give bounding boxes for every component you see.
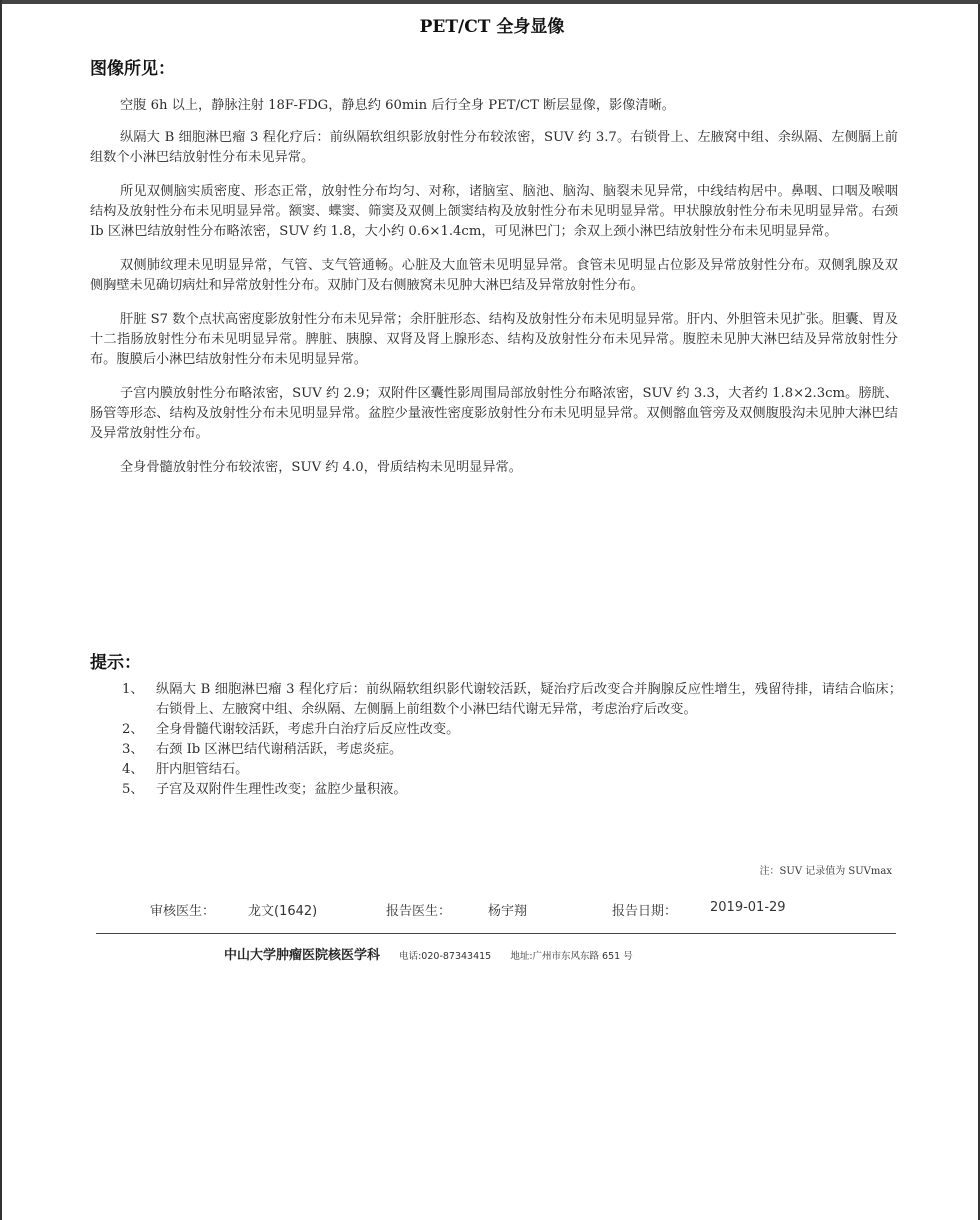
findings-heading: 图像所见：	[90, 59, 175, 79]
footer-phone: 电话:020-87343415	[399, 951, 492, 962]
finding-paragraph: 纵隔大 B 细胞淋巴瘤 3 程化疗后：前纵隔软组织影放射性分布较浓密，SUV 约 3.7。右锁骨上、左腋窝中组、余纵隔、左侧膈上前组数个小淋巴结放射性分布未见异常。	[90, 130, 898, 165]
finding-paragraph: 所见双侧脑实质密度、形态正常，放射性分布均匀、对称，诸脑室、脑池、脑沟、脑裂未见异常，中线结构居中。鼻咽、口咽及喉咽结构及放射性分布未见明显异常。额窦、蝶窦、筛窦及双侧上颌窦结构及放射性分布未见明显异常。甲状腺放射性分布未见明显异常。右颈 Ib 区淋巴结放射性分布略浓密，SUV 约 1.8，大小约 0.6×1.4cm，可见淋巴门；余双上颈小淋巴结放射性分布未见明显异常。	[90, 184, 898, 239]
finding-paragraph: 全身骨髓放射性分布较浓密，SUV 约 4.0，骨质结构未见明显异常。	[120, 460, 522, 475]
tip-text: 纵隔大 B 细胞淋巴瘤 3 程化疗后：前纵隔软组织影代谢较活跃，疑治疗后改变合并胸腺反应性增生，残留待排，请结合临床；右锁骨上、左腋窝中组、余纵隔、左侧膈上前组数个小淋巴结代谢无异常，考虑治疗后改变。	[156, 682, 902, 717]
footer-department: 中山大学肿瘤医院核医学科	[224, 948, 381, 963]
finding-paragraph: 子宫内膜放射性分布略浓密，SUV 约 2.9；双附件区囊性影周围局部放射性分布略浓密，SUV 约 3.3，大者约 1.8×2.3cm。膀胱、肠管等形态、结构及放射性分布未见明显异常。盆腔少量液性密度影放射性分布未见明显异常。双侧髂血管旁及双侧腹股沟未见肿大淋巴结及异常放射性分布。	[90, 386, 898, 441]
tip-text: 肝内胆管结石。	[156, 762, 249, 777]
finding-paragraph: 空腹 6h 以上，静脉注射 18F-FDG，静息约 60min 后行全身 PET/CT 断层显像，影像清晰。	[120, 98, 675, 113]
tip-number: 3、	[122, 742, 144, 757]
findings-section	[90, 96, 898, 492]
footer-address: 地址:广州市东风东路 651 号	[510, 951, 633, 962]
tip-text: 全身骨髓代谢较活跃，考虑升白治疗后反应性改变。	[156, 722, 460, 737]
suv-note: 注：SUV 记录值为 SUVmax	[759, 866, 892, 877]
tip-number: 2、	[122, 722, 144, 737]
top-border	[2, 0, 980, 4]
reviewer-name: 龙文(1642)	[248, 904, 318, 919]
tip-number: 5、	[122, 782, 144, 797]
tip-item	[122, 760, 902, 780]
date-label: 报告日期：	[612, 904, 678, 919]
tip-number: 1、	[122, 682, 144, 697]
tip-item	[122, 720, 902, 740]
finding-paragraph: 双侧肺纹理未见明显异常，气管、支气管通畅。心脏及大血管未见明显异常。食管未见明显占位影及异常放射性分布。双侧乳腺及双侧胸壁未见确切病灶和异常放射性分布。双肺门及右侧腋窝未见肿大淋巴结及异常放射性分布。	[90, 258, 898, 293]
reporter-label: 报告医生：	[386, 904, 452, 919]
tips-heading: 提示：	[90, 653, 141, 673]
reporter-name: 杨宇翔	[488, 904, 528, 919]
tip-item	[122, 680, 902, 720]
tip-item	[122, 740, 902, 760]
finding-paragraph: 肝脏 S7 数个点状高密度影放射性分布未见异常；余肝脏形态、结构及放射性分布未见明显异常。肝内、外胆管未见扩张。胆囊、胃及十二指肠放射性分布未见明显异常。脾脏、胰腺、双肾及肾上腺形态、结构及放射性分布未见异常。腹腔未见肿大淋巴结及异常放射性分布。腹膜后小淋巴结放射性分布未见明显异常。	[90, 312, 898, 367]
tip-text: 右颈 Ib 区淋巴结代谢稍活跃，考虑炎症。	[156, 742, 403, 757]
report-title: PET/CT 全身显像	[419, 17, 565, 37]
report-date: 2019-01-29	[710, 900, 786, 915]
tip-text: 子宫及双附件生理性改变；盆腔少量积液。	[156, 782, 407, 797]
footer-divider	[96, 933, 896, 934]
tip-item	[122, 780, 902, 800]
footer	[224, 944, 633, 963]
reviewer-label: 审核医生：	[150, 904, 216, 919]
tip-number: 4、	[122, 762, 144, 777]
tips-list	[122, 680, 902, 800]
